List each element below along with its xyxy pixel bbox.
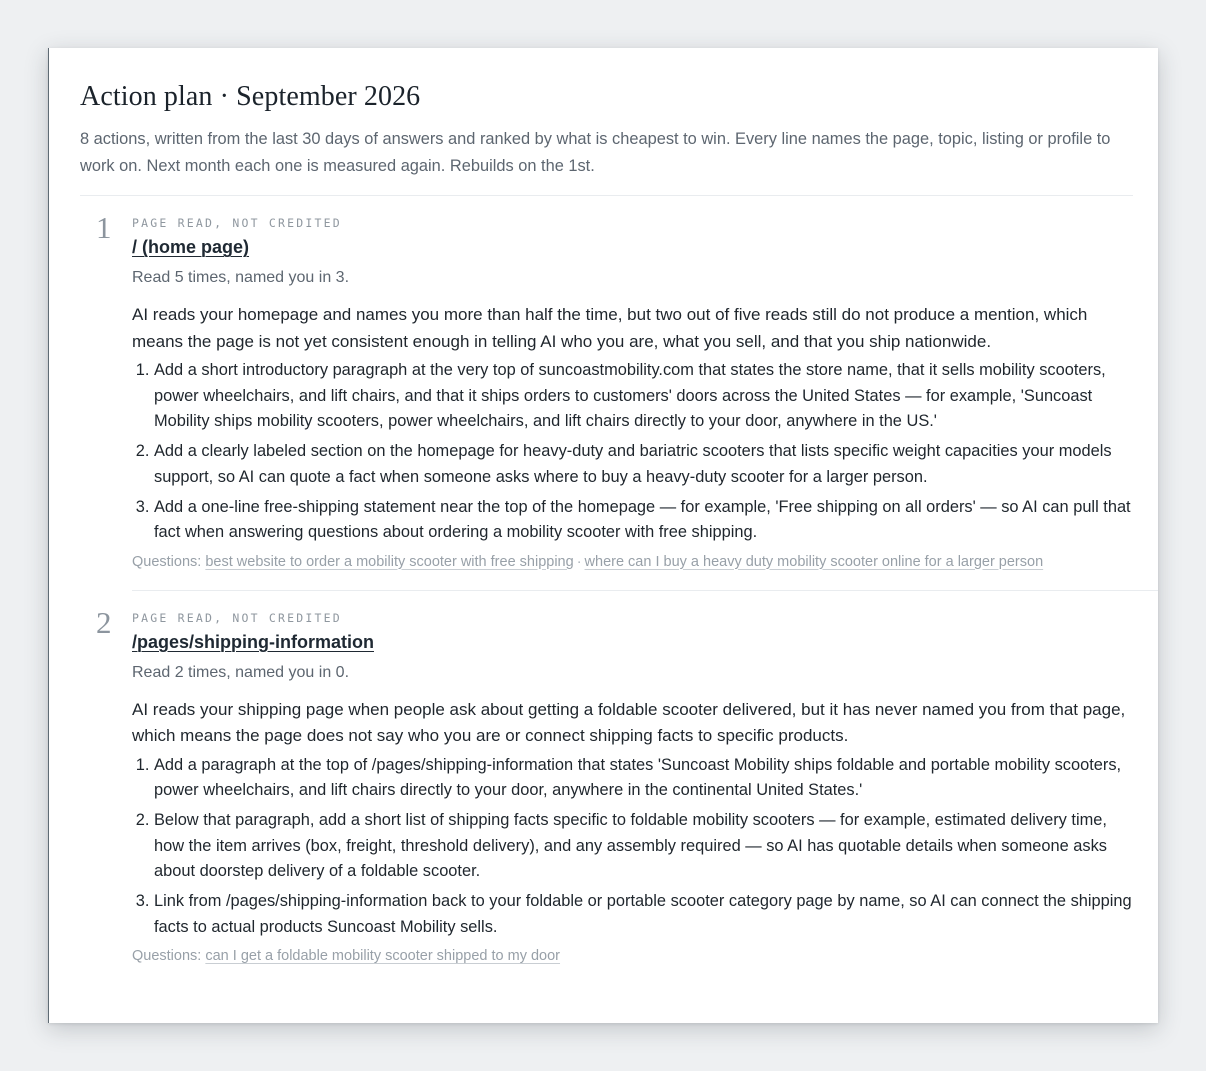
action-plan-card: [48, 48, 1158, 1023]
action-number: 1: [96, 210, 112, 245]
action-stats: Read 5 times, named you in 3.: [132, 269, 350, 286]
action-stats: Read 2 times, named you in 0.: [132, 663, 350, 681]
page-title: Action plan · September 2026: [80, 81, 421, 112]
action-number: 2: [96, 604, 112, 640]
questions-label: Questions:: [132, 948, 202, 964]
action-questions: [132, 946, 1133, 966]
question-link[interactable]: where can I buy a heavy duty mobility scooter online for a larger person: [584, 553, 1044, 570]
action-step: 3. Add a one-line free-shipping statement near the top of the homepage — for example, 'Free shipping on all orders' — so AI can pull that fact when answering questions about ordering a mobility scooter with free shipping.: [154, 495, 1132, 546]
action-kicker: PAGE READ, NOT CREDITED: [132, 610, 342, 625]
action-questions: [132, 552, 1133, 572]
action-step: 2. Below that paragraph, add a short list of shipping facts specific to foldable mobility scooters — for example, estimated delivery time, how the item arrives (box, freight, threshold delivery), and any assembly required — so AI has quotable details when someone asks about doorstep delivery of a foldable scooter.: [154, 808, 1132, 885]
action-target-link[interactable]: / (home page): [132, 237, 250, 257]
questions-label: Questions:: [132, 553, 202, 570]
action-summary: AI reads your shipping page when people ask about getting a foldable scooter delivered, but it has never named you from that page, which means the page does not say who you are or connect shipping facts to specific products.: [132, 699, 1126, 745]
action-step: 1. Add a short introductory paragraph at the very top of suncoastmobility.com that states the store name, that it sells mobility scooters, power wheelchairs, and lift chairs, and that it ships orders to customers' doors across the United States — for example, 'Suncoast Mobility ships mobility scooters, power wheelchairs, and lift chairs directly to your door, anywhere in the US.': [154, 358, 1132, 435]
action-step: 2. Add a clearly labeled section on the homepage for heavy-duty and bariatric scooters that lists specific weight capacities your models support, so AI can quote a fact when someone asks where to buy a heavy-duty scooter for a larger person.: [154, 439, 1132, 490]
question-separator: ·: [576, 553, 582, 570]
action-kicker: PAGE READ, NOT CREDITED: [132, 216, 342, 230]
page-intro: 8 actions, written from the last 30 days of answers and ranked by what is cheapest to win. Every line names the page, topic, listing or profile to work on. Next month each one is measured again. Rebuilds on the 1st.: [80, 130, 1111, 175]
action-summary: AI reads your homepage and names you more than half the time, but two out of five reads still do not produce a mention, which means the page is not yet consistent enough in telling AI who you are, what you sell, and that you ship nationwide.: [132, 305, 1088, 351]
action-steps: [132, 358, 1132, 546]
action-step: 1. Add a paragraph at the top of /pages/shipping-information that states 'Suncoast Mobility ships foldable and portable mobility scooters, power wheelchairs, and lift chairs directly to your door, anywhere in the continental United States.': [154, 753, 1132, 804]
question-link[interactable]: best website to order a mobility scooter with free shipping: [205, 553, 574, 570]
action-steps: [132, 753, 1132, 941]
question-link[interactable]: can I get a foldable mobility scooter shipped to my door: [205, 948, 561, 964]
action-step: 3. Link from /pages/shipping-information back to your foldable or portable scooter category page by name, so AI can connect the shipping facts to actual products Suncoast Mobility sells.: [154, 889, 1132, 940]
action-item-2: [80, 591, 1133, 967]
action-target-link[interactable]: /pages/shipping-information: [132, 631, 374, 652]
action-item-1: [80, 196, 1133, 591]
